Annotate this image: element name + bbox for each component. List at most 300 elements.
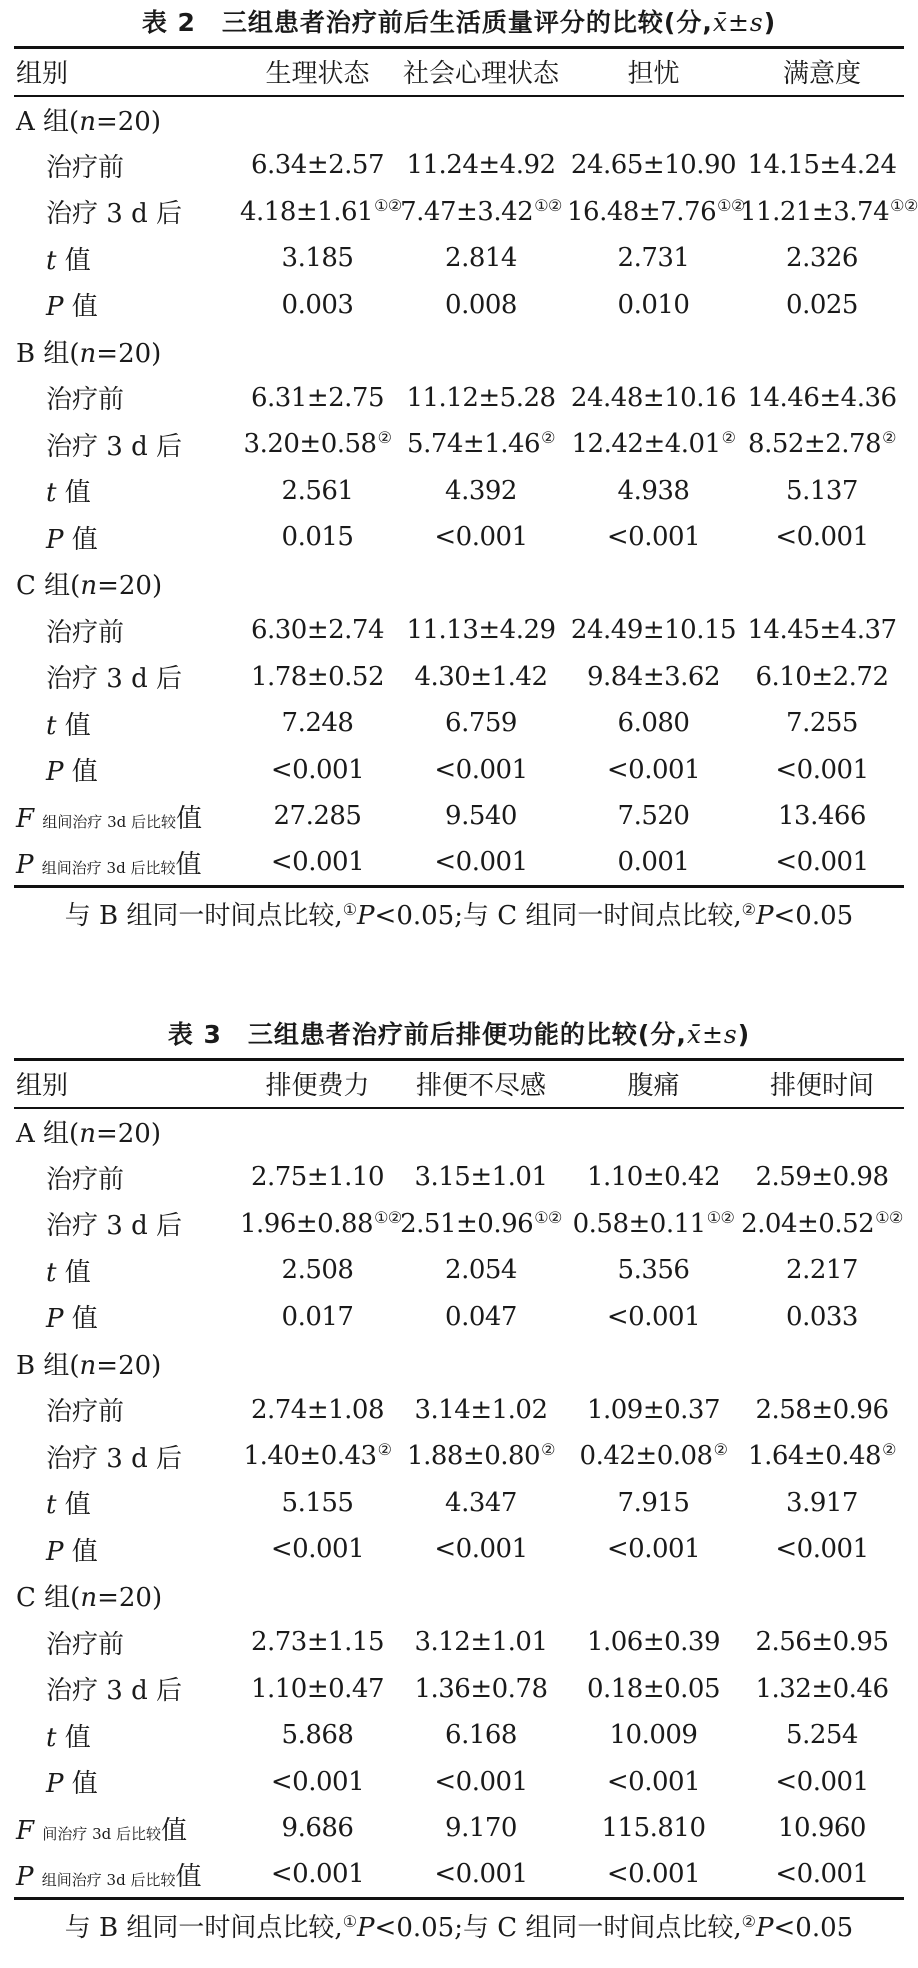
- cell-value: 2.326: [786, 243, 858, 274]
- table-row: [14, 654, 904, 701]
- row-label: [14, 654, 240, 701]
- table-cell: [567, 1712, 740, 1759]
- cell-value: 5.137: [786, 475, 858, 506]
- table-row: [14, 514, 904, 561]
- group-header-row: [14, 96, 904, 143]
- cell-value: 24.49±10.15: [570, 615, 737, 646]
- stat-symbol: t: [46, 1490, 57, 1521]
- cell-value: <0.001: [606, 1766, 701, 1797]
- sample-size-var: n: [79, 338, 97, 369]
- table-cell: [240, 1480, 395, 1527]
- table-cell: [740, 1294, 904, 1341]
- table-cell: [740, 1526, 904, 1573]
- group-letter: B: [16, 1350, 36, 1381]
- cell-value: 1.10±0.47: [250, 1673, 385, 1704]
- table-cell: [240, 654, 395, 701]
- footnote-text: <0.05;与 C 组同一时间点比较,: [374, 1912, 742, 1943]
- cell-value: 11.13±4.29: [406, 615, 556, 646]
- cell-value: 3.12±1.01: [414, 1627, 548, 1658]
- cell-value: 3.917: [786, 1487, 858, 1518]
- row-label-text: 值: [175, 849, 202, 880]
- row-label-text: 值: [71, 292, 98, 323]
- stat-symbol: P: [46, 757, 64, 788]
- table-cell: [240, 607, 395, 654]
- cell-value: 4.18±1.61: [240, 196, 374, 227]
- group-label: [14, 561, 904, 608]
- cell-value: 24.65±10.90: [570, 150, 737, 181]
- table-cell: [395, 1759, 567, 1806]
- cell-value: <0.001: [775, 1766, 869, 1797]
- group-word: 组(: [43, 106, 80, 137]
- table-cell: [567, 1247, 740, 1294]
- table-row: [14, 1387, 904, 1434]
- cell-value: 5.868: [281, 1720, 354, 1751]
- row-label-text: 治疗前: [46, 1629, 125, 1660]
- row-label-text: 治疗前: [46, 617, 125, 648]
- table-cell: [567, 375, 740, 422]
- row-label: [14, 468, 240, 515]
- row-label: [14, 700, 240, 747]
- cell-value: <0.001: [270, 1534, 365, 1565]
- cell-value: 1.09±0.37: [586, 1394, 721, 1425]
- row-label: [14, 1852, 240, 1899]
- table-cell: [740, 1154, 904, 1201]
- table-cell: [395, 375, 567, 422]
- table-row: [14, 1712, 904, 1759]
- group-header-row: [14, 1108, 904, 1155]
- table-cell: [240, 793, 395, 840]
- significance-mark: ①②: [890, 195, 918, 215]
- stat-symbol: F: [16, 1815, 35, 1846]
- row-label-text: 治疗 3 d 后: [46, 1676, 182, 1707]
- stat-symbol: P: [46, 1769, 64, 1800]
- stat-subscript: 间治疗 3d 后比较: [42, 1824, 161, 1843]
- row-label: [14, 1619, 240, 1666]
- cell-value: 3.185: [281, 243, 354, 274]
- table-cell: [740, 142, 904, 189]
- table-cell: [567, 1154, 740, 1201]
- group-header-row: [14, 1573, 904, 1620]
- table-cell: [240, 1154, 395, 1201]
- table-cell: [740, 235, 904, 282]
- cell-value: 0.58±0.11: [572, 1208, 706, 1239]
- cell-value: 12.42±4.01: [571, 429, 721, 460]
- footnote-mark: ②: [741, 899, 757, 919]
- row-label: [14, 1666, 240, 1713]
- significance-mark: ①②: [534, 1207, 562, 1227]
- cell-value: 9.84±3.62: [586, 661, 721, 692]
- cell-value: 2.73±1.15: [250, 1627, 385, 1658]
- cell-value: <0.001: [775, 847, 869, 877]
- summary-row: [14, 1852, 904, 1899]
- row-label-text: 治疗 3 d 后: [46, 199, 182, 230]
- cell-value: 14.45±4.37: [747, 615, 897, 646]
- group-header-row: [14, 561, 904, 608]
- table-cell: [395, 1154, 567, 1201]
- cell-value: 10.960: [778, 1813, 866, 1844]
- row-label: [14, 514, 240, 561]
- cell-value: 1.88±0.80: [407, 1441, 541, 1472]
- table-row: [14, 142, 904, 189]
- row-label-text: 值: [64, 478, 91, 509]
- significance-mark: ②: [713, 1440, 728, 1460]
- row-label: [14, 282, 240, 329]
- table-cell: [240, 1387, 395, 1434]
- table-cell: [567, 1387, 740, 1434]
- sample-size-value: =20): [97, 571, 163, 602]
- cell-value: 10.009: [609, 1720, 698, 1751]
- table-cell: [395, 421, 567, 468]
- row-label-text: 治疗前: [46, 152, 125, 183]
- cell-value: <0.001: [270, 847, 365, 877]
- cell-value: 2.58±0.96: [755, 1394, 889, 1425]
- row-label-text: 值: [64, 710, 91, 741]
- cell-value: 16.48±7.76: [567, 196, 717, 227]
- table-cell: [740, 1619, 904, 1666]
- row-label: [14, 1433, 240, 1480]
- footnote-mark: ①: [342, 899, 358, 919]
- table-cell: [567, 189, 745, 236]
- cell-value: 24.48±10.16: [570, 382, 737, 413]
- table-cell: [240, 700, 395, 747]
- cell-value: 13.466: [778, 801, 866, 832]
- table-cell: [740, 700, 904, 747]
- table-cell: [567, 1526, 740, 1573]
- table-cell: [740, 747, 904, 794]
- stat-symbol: P: [46, 292, 64, 323]
- table-cell: [567, 1759, 740, 1806]
- row-label-text: 治疗前: [46, 1164, 125, 1195]
- cell-value: 11.12±5.28: [406, 382, 556, 413]
- significance-mark: ①②: [534, 195, 562, 215]
- table-cell: [567, 142, 740, 189]
- group-letter: A: [16, 106, 35, 137]
- stat-symbol: P: [16, 1861, 34, 1892]
- row-label: [14, 375, 240, 422]
- row-label: [14, 793, 240, 840]
- cell-value: 0.003: [281, 289, 354, 320]
- row-label-text: 值: [176, 803, 203, 834]
- table-cell: [395, 1433, 567, 1480]
- row-label-text: 值: [71, 1304, 98, 1335]
- stat-symbol: t: [46, 245, 57, 276]
- column-header: 生理状态: [265, 59, 370, 90]
- data-table: [14, 1058, 904, 1900]
- row-label-text: 治疗前: [46, 385, 125, 416]
- cell-value: 6.30±2.74: [250, 615, 385, 646]
- significance-mark: ②: [541, 1440, 555, 1460]
- table-row: [14, 1154, 904, 1201]
- table-row: [14, 189, 904, 236]
- cell-value: 2.217: [786, 1255, 858, 1286]
- table-cell: [740, 1759, 904, 1806]
- group-word: 组(: [43, 1118, 80, 1149]
- sample-size-var: n: [80, 571, 98, 602]
- table-cell: [240, 1294, 395, 1341]
- header-row: [14, 48, 904, 96]
- significance-mark: ①②: [875, 1207, 903, 1227]
- group-word: 组(: [43, 1350, 80, 1381]
- group-word: 组(: [43, 338, 80, 369]
- summary-row: [14, 793, 904, 840]
- table-row: [14, 282, 904, 329]
- row-label-text: 值: [175, 1861, 202, 1892]
- table-cell: [740, 189, 918, 236]
- table-cell: [395, 1712, 567, 1759]
- stat-symbol: P: [46, 1536, 64, 1567]
- table-cell: [567, 1294, 740, 1341]
- table-cell: [567, 235, 740, 282]
- group-letter: B: [16, 338, 36, 369]
- row-label: [14, 421, 240, 468]
- cell-value: 2.74±1.08: [250, 1394, 385, 1425]
- cell-value: 4.938: [617, 475, 690, 506]
- group-label: [14, 1108, 904, 1155]
- cell-value: 9.686: [281, 1813, 354, 1844]
- stat-subscript: 组间治疗 3d 后比较: [41, 858, 176, 877]
- cell-value: 3.14±1.02: [414, 1394, 548, 1425]
- table-row: [14, 1433, 904, 1480]
- cell-value: 1.10±0.42: [586, 1162, 721, 1193]
- group-word: 组(: [44, 571, 81, 602]
- cell-value: 0.42±0.08: [579, 1441, 713, 1472]
- cell-value: 2.561: [281, 475, 354, 506]
- table-cell: [395, 1526, 567, 1573]
- cell-value: 11.21±3.74: [740, 196, 890, 227]
- row-label: [14, 1387, 240, 1434]
- group-header-row: [14, 1340, 904, 1387]
- table-cell: [240, 189, 402, 236]
- table-cell: [567, 421, 740, 468]
- table-footnote: [14, 888, 904, 932]
- table-cell: [240, 421, 395, 468]
- row-label: [14, 1526, 240, 1573]
- table-cell: [567, 607, 740, 654]
- cell-value: 0.047: [445, 1301, 517, 1332]
- significance-mark: ①②: [717, 195, 745, 215]
- table-cell: [567, 468, 740, 515]
- cell-value: 0.017: [281, 1301, 354, 1332]
- row-label-text: 值: [64, 1257, 91, 1288]
- stat-symbol: P: [46, 1304, 64, 1335]
- cell-value: <0.001: [606, 522, 701, 553]
- row-label: [14, 1247, 240, 1294]
- table-cell: [395, 189, 567, 236]
- cell-value: 7.915: [617, 1487, 690, 1518]
- cell-value: <0.001: [434, 1534, 528, 1565]
- table-cell: [740, 1247, 904, 1294]
- table-cell: [395, 235, 567, 282]
- cell-value: 0.010: [617, 289, 690, 320]
- table-cell: [740, 607, 904, 654]
- cell-value: 2.56±0.95: [755, 1627, 889, 1658]
- group-label: [14, 1340, 904, 1387]
- table-cell: [240, 1526, 395, 1573]
- table-footnote: [14, 1900, 904, 1944]
- table-cell: [395, 700, 567, 747]
- cell-value: 0.001: [617, 847, 690, 877]
- table-row: [14, 468, 904, 515]
- footnote-text: <0.05: [773, 900, 854, 931]
- cell-value: <0.001: [775, 1859, 869, 1889]
- group-header-row: [14, 328, 904, 375]
- cell-value: <0.001: [606, 1301, 701, 1332]
- sample-size-value: =20): [95, 106, 161, 137]
- table-row: [14, 1526, 904, 1573]
- column-header: 组别: [16, 1071, 69, 1102]
- cell-value: 0.033: [786, 1301, 858, 1332]
- caption-close: ): [763, 8, 777, 37]
- cell-value: 0.008: [445, 289, 517, 320]
- cell-value: <0.001: [270, 1766, 365, 1797]
- row-label-text: 治疗前: [46, 1397, 125, 1428]
- sample-size-var: n: [80, 1583, 98, 1614]
- column-header: 担忧: [627, 59, 680, 90]
- cell-value: 1.40±0.43: [243, 1441, 377, 1472]
- table-cell: [567, 1433, 740, 1480]
- table-cell: [395, 793, 567, 840]
- significance-mark: ②: [882, 428, 896, 448]
- sample-size-value: =20): [96, 338, 162, 369]
- cell-value: 2.814: [445, 243, 517, 274]
- row-label-text: 治疗 3 d 后: [46, 664, 182, 695]
- table-number: 表 2: [141, 8, 196, 37]
- stat-symbol: t: [46, 478, 57, 509]
- cell-value: <0.001: [434, 1859, 528, 1889]
- column-header: 满意度: [782, 59, 861, 90]
- row-label: [14, 1805, 240, 1852]
- stat-subscript: 组间治疗 3d 后比较: [41, 1870, 176, 1889]
- cell-value: 4.392: [445, 475, 517, 506]
- table-row: [14, 1247, 904, 1294]
- table-cell: [395, 654, 567, 701]
- table-cell: [395, 142, 567, 189]
- group-word: 组(: [44, 1583, 81, 1614]
- cell-value: 0.015: [281, 522, 354, 553]
- table-cell: [740, 1480, 904, 1527]
- cell-value: 14.46±4.36: [747, 382, 897, 413]
- table-cell: [740, 1433, 904, 1480]
- table-cell: [240, 1433, 395, 1480]
- cell-value: <0.001: [434, 1766, 528, 1797]
- cell-value: 3.15±1.01: [414, 1162, 548, 1193]
- table-cell: [395, 514, 567, 561]
- table-cell: [567, 1201, 740, 1248]
- table-title: [14, 1012, 904, 1058]
- cell-value: <0.001: [606, 754, 701, 785]
- table-row: [14, 607, 904, 654]
- table-cell: [395, 282, 567, 329]
- table-cell: [240, 142, 395, 189]
- cell-value: 4.347: [445, 1487, 517, 1518]
- table-cell: [395, 607, 567, 654]
- table-title: [14, 0, 904, 46]
- table-cell: [240, 1712, 395, 1759]
- stat-symbol: F: [16, 803, 35, 834]
- cell-value: 6.080: [617, 708, 690, 739]
- table-cell: [395, 1619, 567, 1666]
- cell-value: 2.59±0.98: [755, 1162, 889, 1193]
- row-label-text: 值: [71, 524, 98, 555]
- table-cell: [740, 1852, 904, 1899]
- table-cell: [240, 1201, 402, 1248]
- cell-value: <0.001: [434, 522, 528, 553]
- row-label-text: 治疗 3 d 后: [46, 1211, 182, 1242]
- table-row: [14, 235, 904, 282]
- cell-value: 27.285: [273, 801, 362, 832]
- table-cell: [240, 235, 395, 282]
- footnote-mark: ②: [741, 1911, 757, 1931]
- group-label: [14, 96, 904, 143]
- table-cell: [567, 700, 740, 747]
- cell-value: <0.001: [434, 847, 528, 877]
- table-cell: [240, 1852, 395, 1899]
- footnote-p: P: [357, 1912, 375, 1943]
- table-cell: [395, 1294, 567, 1341]
- cell-value: <0.001: [775, 754, 869, 785]
- table-row: [14, 1666, 904, 1713]
- table-cell: [740, 1712, 904, 1759]
- table-cell: [567, 793, 740, 840]
- row-label-text: 值: [64, 1490, 91, 1521]
- table-cell: [740, 375, 904, 422]
- significance-mark: ②: [377, 1440, 392, 1460]
- table-row: [14, 1619, 904, 1666]
- significance-mark: ②: [721, 428, 736, 448]
- caption-close: ): [737, 1020, 751, 1049]
- cell-value: 7.255: [786, 708, 858, 739]
- table-cell: [395, 468, 567, 515]
- cell-value: <0.001: [606, 1859, 701, 1889]
- significance-mark: ②: [377, 428, 392, 448]
- table-caption: 三组患者治疗前后生活质量评分的比较(分,: [221, 8, 713, 37]
- row-label-text: 值: [64, 245, 91, 276]
- sample-size-var: n: [79, 106, 96, 137]
- significance-mark: ②: [541, 428, 555, 448]
- cell-value: 2.75±1.10: [250, 1162, 385, 1193]
- summary-row: [14, 840, 904, 887]
- table-cell: [740, 1387, 904, 1434]
- table-cell: [567, 1852, 740, 1899]
- stat-symbol: t: [46, 1257, 57, 1288]
- group-label: [14, 1573, 904, 1620]
- row-label-text: 值: [71, 1536, 98, 1567]
- table-cell: [240, 1805, 395, 1852]
- table-cell: [395, 1666, 567, 1713]
- cell-value: 7.47±3.42: [400, 196, 534, 227]
- table-cell: [567, 1805, 740, 1852]
- table-cell: [740, 1805, 904, 1852]
- table-cell: [567, 747, 740, 794]
- cell-value: 6.168: [445, 1720, 517, 1751]
- row-label: [14, 1294, 240, 1341]
- row-label: [14, 1154, 240, 1201]
- table-cell: [567, 514, 740, 561]
- cell-value: 14.15±4.24: [747, 150, 897, 181]
- row-label-text: 治疗 3 d 后: [46, 431, 182, 462]
- column-header: 腹痛: [627, 1071, 680, 1102]
- sample-size-value: =20): [97, 1583, 163, 1614]
- sample-size-var: n: [79, 1118, 96, 1149]
- row-label-text: 值: [71, 757, 98, 788]
- table-cell: [395, 1852, 567, 1899]
- table-cell: [240, 840, 395, 887]
- cell-value: <0.001: [606, 1534, 701, 1565]
- footnote-mark: ①: [342, 1911, 358, 1931]
- cell-value: <0.001: [270, 1859, 365, 1889]
- table-cell: [240, 468, 395, 515]
- table-cell: [395, 1201, 567, 1248]
